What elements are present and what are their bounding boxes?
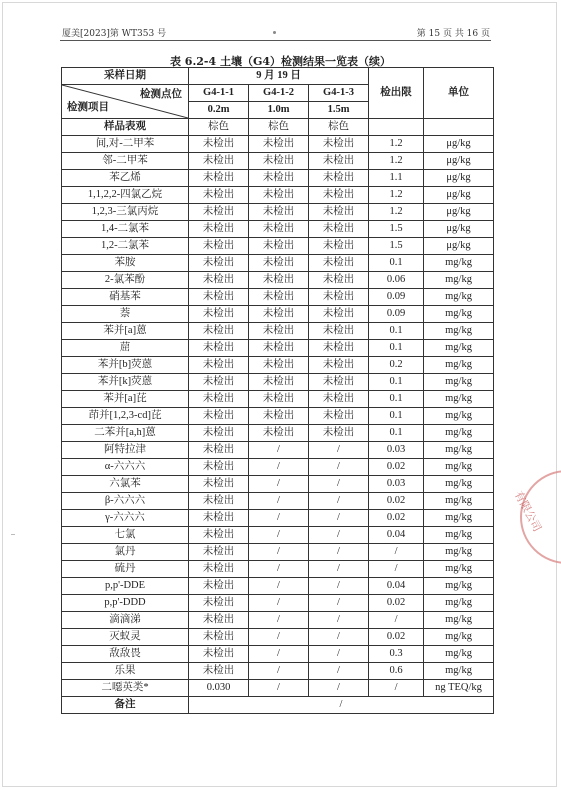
item-name: 1,4-二氯苯 bbox=[62, 221, 189, 238]
remark-value: / bbox=[189, 697, 494, 714]
result-g4-1-2: 未检出 bbox=[249, 323, 309, 340]
detection-limit: / bbox=[369, 561, 424, 578]
item-name: 苯乙烯 bbox=[62, 170, 189, 187]
result-g4-1-3: / bbox=[309, 544, 369, 561]
result-g4-1-1: 未检出 bbox=[189, 408, 249, 425]
unit: mg/kg bbox=[424, 374, 494, 391]
detection-limit: 0.04 bbox=[369, 578, 424, 595]
unit: mg/kg bbox=[424, 289, 494, 306]
unit: μg/kg bbox=[424, 153, 494, 170]
detection-limit: 0.04 bbox=[369, 527, 424, 544]
table-row bbox=[62, 323, 494, 340]
item-name: 硝基苯 bbox=[62, 289, 189, 306]
item-name: 六氯苯 bbox=[62, 476, 189, 493]
item-name: 1,2,3-三氯丙烷 bbox=[62, 204, 189, 221]
seal-text: 有限公司 bbox=[511, 488, 544, 534]
detection-limit: 0.03 bbox=[369, 476, 424, 493]
table-row bbox=[62, 357, 494, 374]
result-g4-1-2: / bbox=[249, 629, 309, 646]
result-g4-1-3: / bbox=[309, 476, 369, 493]
result-g4-1-2: 未检出 bbox=[249, 289, 309, 306]
result-g4-1-2: 未检出 bbox=[249, 238, 309, 255]
result-g4-1-3: 未检出 bbox=[309, 272, 369, 289]
table-row bbox=[62, 238, 494, 255]
unit: μg/kg bbox=[424, 170, 494, 187]
result-g4-1-1: 未检出 bbox=[189, 255, 249, 272]
appearance-label: 样品表观 bbox=[62, 119, 189, 136]
detection-limit: 0.1 bbox=[369, 408, 424, 425]
corner-header bbox=[62, 85, 189, 119]
depth-3: 1.5m bbox=[309, 102, 369, 119]
item-name: 阿特拉津 bbox=[62, 442, 189, 459]
unit: mg/kg bbox=[424, 306, 494, 323]
unit: mg/kg bbox=[424, 272, 494, 289]
appearance-3: 棕色 bbox=[309, 119, 369, 136]
result-g4-1-3: 未检出 bbox=[309, 408, 369, 425]
detection-limit: 0.1 bbox=[369, 425, 424, 442]
unit: mg/kg bbox=[424, 340, 494, 357]
table-row bbox=[62, 153, 494, 170]
result-g4-1-2: 未检出 bbox=[249, 187, 309, 204]
depth-2: 1.0m bbox=[249, 102, 309, 119]
unit: mg/kg bbox=[424, 323, 494, 340]
result-g4-1-1: 未检出 bbox=[189, 272, 249, 289]
result-g4-1-3: / bbox=[309, 527, 369, 544]
detection-limit: 1.5 bbox=[369, 221, 424, 238]
table-row bbox=[62, 663, 494, 680]
item-name: p,p'-DDE bbox=[62, 578, 189, 595]
table-row bbox=[62, 255, 494, 272]
result-g4-1-2: 未检出 bbox=[249, 272, 309, 289]
item-name: 二噁英类* bbox=[62, 680, 189, 697]
item-name: 氯丹 bbox=[62, 544, 189, 561]
result-g4-1-3: 未检出 bbox=[309, 357, 369, 374]
table-row bbox=[62, 306, 494, 323]
result-g4-1-3: 未检出 bbox=[309, 221, 369, 238]
item-name: 苯并[b]荧蒽 bbox=[62, 357, 189, 374]
point-2: G4-1-2 bbox=[249, 85, 309, 102]
result-g4-1-1: 未检出 bbox=[189, 238, 249, 255]
result-g4-1-2: 未检出 bbox=[249, 136, 309, 153]
report-number: 厦美[2023]第 WT353 号 bbox=[62, 29, 167, 39]
detection-limit: 0.02 bbox=[369, 459, 424, 476]
remark-row bbox=[62, 697, 494, 714]
detection-limit: 0.03 bbox=[369, 442, 424, 459]
detection-limit: 1.1 bbox=[369, 170, 424, 187]
unit: mg/kg bbox=[424, 646, 494, 663]
result-g4-1-2: / bbox=[249, 578, 309, 595]
result-g4-1-1: 未检出 bbox=[189, 187, 249, 204]
sample-date-label: 采样日期 bbox=[62, 68, 189, 85]
item-name: 䓛 bbox=[62, 340, 189, 357]
result-g4-1-2: 未检出 bbox=[249, 357, 309, 374]
item-name: γ-六六六 bbox=[62, 510, 189, 527]
detection-limit: 0.02 bbox=[369, 629, 424, 646]
item-name: 1,1,2,2-四氯乙烷 bbox=[62, 187, 189, 204]
item-name: α-六六六 bbox=[62, 459, 189, 476]
result-g4-1-3: 未检出 bbox=[309, 204, 369, 221]
result-g4-1-2: / bbox=[249, 476, 309, 493]
result-g4-1-3: / bbox=[309, 612, 369, 629]
result-g4-1-2: 未检出 bbox=[249, 221, 309, 238]
appearance-1: 棕色 bbox=[189, 119, 249, 136]
unit: mg/kg bbox=[424, 255, 494, 272]
unit: mg/kg bbox=[424, 663, 494, 680]
detection-limit: 0.02 bbox=[369, 493, 424, 510]
unit: mg/kg bbox=[424, 442, 494, 459]
detection-limit: 0.2 bbox=[369, 357, 424, 374]
result-g4-1-1: 未检出 bbox=[189, 663, 249, 680]
result-g4-1-2: / bbox=[249, 595, 309, 612]
table-row bbox=[62, 476, 494, 493]
result-g4-1-3: / bbox=[309, 561, 369, 578]
result-g4-1-2: / bbox=[249, 561, 309, 578]
result-g4-1-3: / bbox=[309, 595, 369, 612]
result-g4-1-3: / bbox=[309, 442, 369, 459]
result-g4-1-3: 未检出 bbox=[309, 238, 369, 255]
detection-limit: / bbox=[369, 612, 424, 629]
unit: mg/kg bbox=[424, 544, 494, 561]
result-g4-1-2: 未检出 bbox=[249, 374, 309, 391]
result-g4-1-2: 未检出 bbox=[249, 306, 309, 323]
table-caption: 表 6.2-4 土壤（G4）检测结果一览表（续） bbox=[169, 55, 392, 68]
table-row bbox=[62, 612, 494, 629]
item-name: 邻-二甲苯 bbox=[62, 153, 189, 170]
point-3: G4-1-3 bbox=[309, 85, 369, 102]
unit: μg/kg bbox=[424, 204, 494, 221]
unit: mg/kg bbox=[424, 612, 494, 629]
detection-limit: 0.09 bbox=[369, 289, 424, 306]
item-name: p,p'-DDD bbox=[62, 595, 189, 612]
table-row bbox=[62, 561, 494, 578]
result-g4-1-1: 未检出 bbox=[189, 323, 249, 340]
result-g4-1-1: 未检出 bbox=[189, 136, 249, 153]
table-row bbox=[62, 493, 494, 510]
detection-limit: 1.5 bbox=[369, 238, 424, 255]
result-g4-1-1: 未检出 bbox=[189, 629, 249, 646]
result-g4-1-1: 未检出 bbox=[189, 595, 249, 612]
table-row bbox=[62, 289, 494, 306]
unit: mg/kg bbox=[424, 425, 494, 442]
result-g4-1-2: 未检出 bbox=[249, 408, 309, 425]
result-g4-1-3: 未检出 bbox=[309, 289, 369, 306]
result-g4-1-3: 未检出 bbox=[309, 255, 369, 272]
appearance-limit-blank bbox=[369, 119, 424, 136]
result-g4-1-1: 未检出 bbox=[189, 340, 249, 357]
item-name: 苯胺 bbox=[62, 255, 189, 272]
result-g4-1-1: 未检出 bbox=[189, 374, 249, 391]
result-g4-1-1: 未检出 bbox=[189, 221, 249, 238]
sample-date: 9 月 19 日 bbox=[189, 68, 369, 85]
result-g4-1-1: 未检出 bbox=[189, 561, 249, 578]
result-g4-1-3: 未检出 bbox=[309, 425, 369, 442]
detection-limit: / bbox=[369, 680, 424, 697]
item-name: 茚并[1,2,3-cd]芘 bbox=[62, 408, 189, 425]
item-label: 检测项目 bbox=[67, 102, 109, 113]
result-g4-1-1: 未检出 bbox=[189, 153, 249, 170]
item-name: 二苯并[a,h]蒽 bbox=[62, 425, 189, 442]
result-g4-1-3: 未检出 bbox=[309, 323, 369, 340]
detection-limit: 0.09 bbox=[369, 306, 424, 323]
result-g4-1-3: 未检出 bbox=[309, 187, 369, 204]
item-name: 1,2-二氯苯 bbox=[62, 238, 189, 255]
result-g4-1-2: / bbox=[249, 646, 309, 663]
table-row bbox=[62, 442, 494, 459]
table-row bbox=[62, 408, 494, 425]
depth-1: 0.2m bbox=[189, 102, 249, 119]
unit: mg/kg bbox=[424, 527, 494, 544]
result-g4-1-2: 未检出 bbox=[249, 340, 309, 357]
result-g4-1-3: 未检出 bbox=[309, 340, 369, 357]
result-g4-1-3: / bbox=[309, 663, 369, 680]
point-1: G4-1-1 bbox=[189, 85, 249, 102]
result-g4-1-1: 未检出 bbox=[189, 612, 249, 629]
result-g4-1-2: / bbox=[249, 544, 309, 561]
table-row bbox=[62, 136, 494, 153]
detection-limit: 0.1 bbox=[369, 255, 424, 272]
table-row bbox=[62, 680, 494, 697]
item-name: 2-氯苯酚 bbox=[62, 272, 189, 289]
appearance-2: 棕色 bbox=[249, 119, 309, 136]
unit: mg/kg bbox=[424, 493, 494, 510]
limit-header: 检出限 bbox=[369, 68, 424, 119]
item-name: 苯并[a]蒽 bbox=[62, 323, 189, 340]
table-row bbox=[62, 340, 494, 357]
unit: mg/kg bbox=[424, 595, 494, 612]
unit: mg/kg bbox=[424, 510, 494, 527]
unit: mg/kg bbox=[424, 629, 494, 646]
result-g4-1-3: 未检出 bbox=[309, 153, 369, 170]
result-g4-1-1: 未检出 bbox=[189, 544, 249, 561]
header-rule bbox=[60, 40, 491, 41]
result-g4-1-1: 未检出 bbox=[189, 306, 249, 323]
result-g4-1-3: 未检出 bbox=[309, 391, 369, 408]
table-row bbox=[62, 187, 494, 204]
unit-header: 单位 bbox=[424, 68, 494, 119]
unit: mg/kg bbox=[424, 561, 494, 578]
result-g4-1-3: / bbox=[309, 578, 369, 595]
result-g4-1-1: 未检出 bbox=[189, 459, 249, 476]
table-row bbox=[62, 459, 494, 476]
item-name: 滴滴涕 bbox=[62, 612, 189, 629]
detection-limit: 1.2 bbox=[369, 204, 424, 221]
unit: mg/kg bbox=[424, 357, 494, 374]
result-g4-1-2: / bbox=[249, 680, 309, 697]
detection-limit: 0.3 bbox=[369, 646, 424, 663]
point-label: 检测点位 bbox=[140, 89, 182, 100]
result-g4-1-2: / bbox=[249, 612, 309, 629]
detection-limit: 1.2 bbox=[369, 136, 424, 153]
result-g4-1-3: 未检出 bbox=[309, 374, 369, 391]
table-row bbox=[62, 510, 494, 527]
detection-limit: 0.1 bbox=[369, 323, 424, 340]
item-name: 硫丹 bbox=[62, 561, 189, 578]
table-row bbox=[62, 204, 494, 221]
detection-limit: 0.02 bbox=[369, 510, 424, 527]
detection-limit: 0.1 bbox=[369, 340, 424, 357]
result-g4-1-3: 未检出 bbox=[309, 136, 369, 153]
results-table bbox=[61, 67, 494, 714]
result-g4-1-1: 未检出 bbox=[189, 493, 249, 510]
table-row bbox=[62, 595, 494, 612]
detection-limit: / bbox=[369, 544, 424, 561]
result-g4-1-2: 未检出 bbox=[249, 170, 309, 187]
item-name: 苯并[a]芘 bbox=[62, 391, 189, 408]
result-g4-1-2: / bbox=[249, 459, 309, 476]
result-g4-1-1: 未检出 bbox=[189, 527, 249, 544]
table-row bbox=[62, 646, 494, 663]
table-row bbox=[62, 391, 494, 408]
detection-limit: 0.1 bbox=[369, 374, 424, 391]
table-row bbox=[62, 272, 494, 289]
result-g4-1-2: / bbox=[249, 493, 309, 510]
result-g4-1-3: / bbox=[309, 680, 369, 697]
table-row bbox=[62, 170, 494, 187]
result-g4-1-2: / bbox=[249, 510, 309, 527]
unit: μg/kg bbox=[424, 238, 494, 255]
result-g4-1-1: 未检出 bbox=[189, 510, 249, 527]
detection-limit: 0.6 bbox=[369, 663, 424, 680]
scan-speck bbox=[273, 31, 276, 34]
result-g4-1-1: 未检出 bbox=[189, 357, 249, 374]
table-row bbox=[62, 544, 494, 561]
result-g4-1-1: 未检出 bbox=[189, 646, 249, 663]
table-row bbox=[62, 629, 494, 646]
unit: mg/kg bbox=[424, 408, 494, 425]
result-g4-1-3: / bbox=[309, 510, 369, 527]
unit: μg/kg bbox=[424, 187, 494, 204]
detection-limit: 1.2 bbox=[369, 153, 424, 170]
result-g4-1-3: / bbox=[309, 629, 369, 646]
item-name: 敌敌畏 bbox=[62, 646, 189, 663]
unit: ng TEQ/kg bbox=[424, 680, 494, 697]
unit: mg/kg bbox=[424, 391, 494, 408]
detection-limit: 0.02 bbox=[369, 595, 424, 612]
item-name: 苯并[k]荧蒽 bbox=[62, 374, 189, 391]
result-g4-1-3: / bbox=[309, 459, 369, 476]
result-g4-1-2: 未检出 bbox=[249, 153, 309, 170]
result-g4-1-1: 未检出 bbox=[189, 425, 249, 442]
result-g4-1-2: / bbox=[249, 663, 309, 680]
remark-label: 备注 bbox=[62, 697, 189, 714]
detection-limit: 1.2 bbox=[369, 187, 424, 204]
item-name: 萘 bbox=[62, 306, 189, 323]
table-row bbox=[62, 578, 494, 595]
appearance-row bbox=[62, 119, 494, 136]
result-g4-1-2: / bbox=[249, 442, 309, 459]
result-g4-1-1: 未检出 bbox=[189, 391, 249, 408]
result-g4-1-2: 未检出 bbox=[249, 425, 309, 442]
item-name: 间,对-二甲苯 bbox=[62, 136, 189, 153]
item-name: β-六六六 bbox=[62, 493, 189, 510]
unit: mg/kg bbox=[424, 476, 494, 493]
result-g4-1-1: 0.030 bbox=[189, 680, 249, 697]
appearance-unit-blank bbox=[424, 119, 494, 136]
result-g4-1-1: 未检出 bbox=[189, 442, 249, 459]
unit: μg/kg bbox=[424, 136, 494, 153]
result-g4-1-3: 未检出 bbox=[309, 170, 369, 187]
scan-mark bbox=[11, 534, 15, 535]
result-g4-1-1: 未检出 bbox=[189, 170, 249, 187]
result-g4-1-2: 未检出 bbox=[249, 204, 309, 221]
detection-limit: 0.1 bbox=[369, 391, 424, 408]
result-g4-1-3: / bbox=[309, 646, 369, 663]
result-g4-1-1: 未检出 bbox=[189, 204, 249, 221]
page-info: 第 15 页 共 16 页 bbox=[416, 29, 490, 39]
table-row bbox=[62, 425, 494, 442]
result-g4-1-3: / bbox=[309, 493, 369, 510]
result-g4-1-2: 未检出 bbox=[249, 391, 309, 408]
item-name: 七氯 bbox=[62, 527, 189, 544]
table-row bbox=[62, 374, 494, 391]
result-g4-1-3: 未检出 bbox=[309, 306, 369, 323]
result-g4-1-2: 未检出 bbox=[249, 255, 309, 272]
result-g4-1-1: 未检出 bbox=[189, 578, 249, 595]
item-name: 灭蚁灵 bbox=[62, 629, 189, 646]
unit: mg/kg bbox=[424, 578, 494, 595]
sample-date-row bbox=[62, 68, 494, 85]
table-row bbox=[62, 221, 494, 238]
unit: μg/kg bbox=[424, 221, 494, 238]
result-g4-1-1: 未检出 bbox=[189, 289, 249, 306]
result-g4-1-1: 未检出 bbox=[189, 476, 249, 493]
item-name: 乐果 bbox=[62, 663, 189, 680]
result-g4-1-2: / bbox=[249, 527, 309, 544]
table-row bbox=[62, 527, 494, 544]
unit: mg/kg bbox=[424, 459, 494, 476]
detection-limit: 0.06 bbox=[369, 272, 424, 289]
